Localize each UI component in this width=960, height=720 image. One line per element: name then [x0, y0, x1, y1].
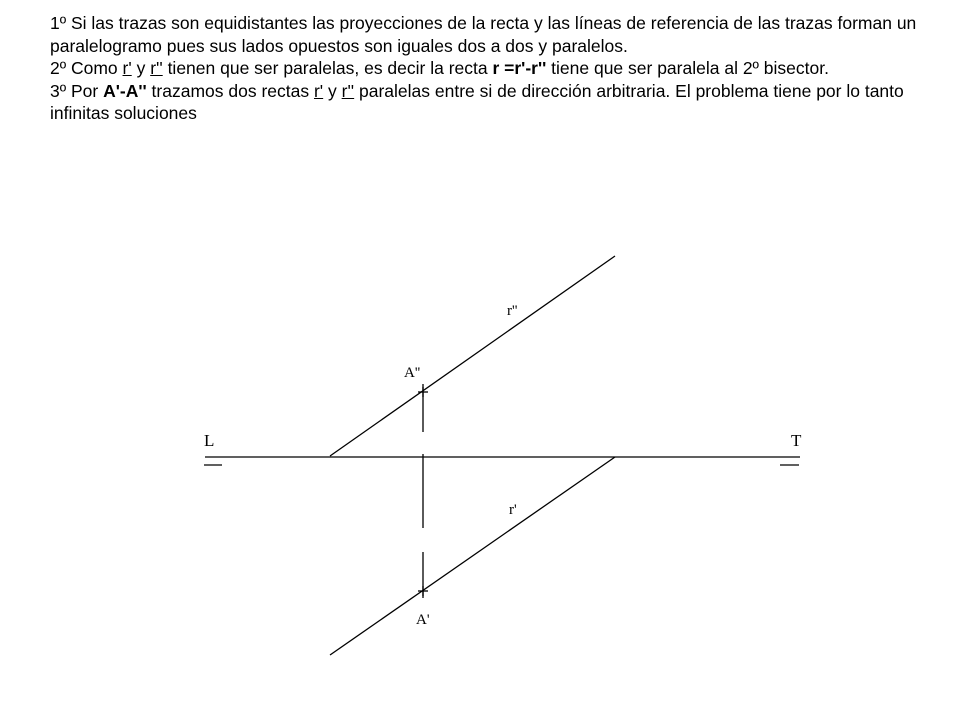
- p2-line-r: r =r'-r'': [492, 58, 547, 78]
- p2-text-d: tiene que ser paralela al 2º bisector.: [546, 58, 829, 78]
- p2-r-prime: r': [122, 58, 132, 78]
- p2-text-a: 2º Como: [50, 58, 123, 78]
- p3-point-A: A'-A'': [103, 80, 147, 101]
- p3-r-double-prime: r'': [341, 80, 355, 101]
- label-r-double-prime: r'': [507, 303, 518, 319]
- p3-text-d: paralelas entre si de dirección arbitraria. El problema tiene por lo tanto infinitas soluciones: [50, 80, 904, 123]
- line-r-prime: [330, 457, 615, 655]
- p3-text-b: trazamos dos rectas: [146, 80, 314, 101]
- p3-text-a: 3º Por: [50, 80, 104, 101]
- p3-r-prime: r': [313, 80, 324, 101]
- p3-text-c: y: [323, 80, 342, 101]
- p2-r-double-prime: r'': [150, 58, 163, 78]
- line-r-double-prime: [330, 256, 615, 456]
- p2-text-c: tienen que ser paralelas, es decir la recta: [162, 58, 493, 78]
- label-L: L: [204, 431, 215, 450]
- label-r-prime: r': [509, 502, 517, 518]
- label-T: T: [791, 431, 802, 450]
- paragraph-1: 1º Si las trazas son equidistantes las proyecciones de la recta y las líneas de referencia de las trazas forman un paralelogramo pues sus lados opuestos son iguales dos a dos y paralelos.: [50, 13, 917, 56]
- label-A-double-prime: A'': [404, 365, 421, 381]
- label-A-prime: A': [416, 612, 430, 628]
- p2-text-b: y: [131, 58, 151, 78]
